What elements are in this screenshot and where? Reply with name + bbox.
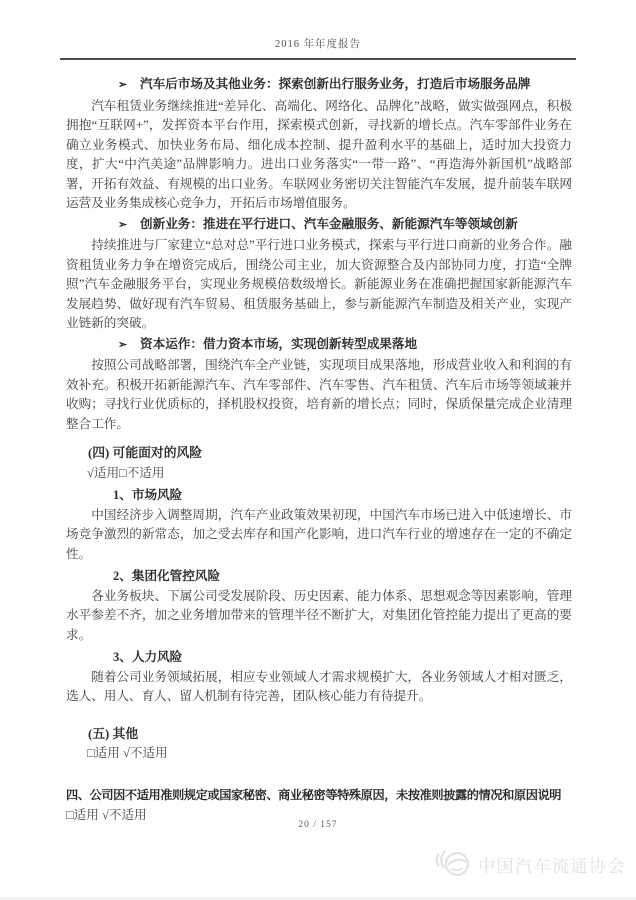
risk-body-market: 中国经济步入调整周期，汽车产业政策效果初现，中国汽车市场已进入中低速增长、市场竞争激烈的新常态，加之受去库存和国产化影响，进口汽车行业的增速存在一定的不确定性。 bbox=[66, 507, 572, 561]
page-number: 20 / 157 bbox=[298, 820, 338, 830]
paragraph-capital: 按照公司战略部署，围绕汽车全产业链，实现项目成果落地，形成营业收入和利润的有效补充。积极开拓新能源汽车、汽车零部件、汽车零售、汽车租赁、汽车后市场等领域兼并收购；寻找行业优质标的，择机股权投资，培育新的增长点；同时，保质保量完成企业清理整合工作。 bbox=[66, 358, 572, 431]
risk-title-market: 1、市场风险 bbox=[113, 488, 183, 502]
bullet-heading-text: 创新业务：推进在平行进口、汽车金融服务、新能源汽车等领域创新 bbox=[140, 216, 518, 231]
watermark-text: 中国汽车流通协会 bbox=[478, 856, 626, 876]
applicability-risks: √适用□不适用 bbox=[87, 465, 165, 480]
arrow-bullet-icon: ➢ bbox=[118, 218, 128, 231]
page-header bbox=[60, 36, 576, 60]
report-title: 2016 年年度报告 bbox=[274, 39, 362, 50]
arrow-bullet-icon: ➢ bbox=[118, 79, 128, 91]
applicability-nondisclosure: □适用 √不适用 bbox=[66, 808, 147, 822]
section-heading-risks: (四) 可能面对的风险 bbox=[88, 446, 203, 460]
bullet-heading-innovation bbox=[66, 215, 572, 236]
bullet-heading-text: 汽车后市场及其他业务：探索创新出行服务业务，打造后市场服务品牌 bbox=[140, 77, 531, 91]
section-heading-nondisclosure: 四、公司因不适用准则规定或国家秘密、商业秘密等特殊原因，未按准则披露的情况和原因说明 bbox=[66, 787, 562, 802]
arrow-bullet-icon: ➢ bbox=[118, 338, 128, 351]
risk-title-group-control: 2、集团化管控风险 bbox=[113, 569, 221, 583]
risk-title-hr: 3、人力风险 bbox=[113, 650, 183, 664]
bullet-heading-aftermarket bbox=[66, 75, 572, 96]
applicability-other: □适用 √不适用 bbox=[87, 746, 168, 760]
risk-body-group-control: 各业务板块、下属公司受发展阶段、历史因素、能力体系、思想观念等因素影响，管理水平参差不齐，加之业务增加带来的管理半径不断扩大，对集团化管控能力提出了更高的要求。 bbox=[66, 588, 572, 642]
bullet-heading-capital bbox=[66, 335, 572, 356]
paragraph-innovation: 持续推进与厂家建立“总对总”平行进口业务模式，探索与平行进口商新的业务合作。融资租赁业务力争在增资完成后，围绕公司主业，加大资源整合及内部协同力度，打造“全牌照”汽车金融服务平台，实现业务规模倍数级增长。新能源业务在准确把握国家新能源汽车发展趋势、做好现有汽车贸易、租赁服务基础上，参与新能源汽车制造及相关产业，实现产业链新的突破。 bbox=[66, 238, 572, 330]
page-content bbox=[66, 74, 572, 826]
bullet-heading-text: 资本运作：借力资本市场，实现创新转型成果落地 bbox=[140, 336, 418, 351]
section-heading-other: (五) 其他 bbox=[88, 726, 139, 741]
risk-body-hr: 随着公司业务领域拓展，相应专业领域人才需求规模扩大，各业务领域人才相对匮乏，选人、用人、育人、留人机制有待完善，团队核心能力有待提升。 bbox=[66, 669, 572, 703]
cada-logo-icon bbox=[433, 847, 471, 881]
watermark bbox=[433, 847, 626, 881]
paragraph-aftermarket: 汽车租赁业务继续推进“差异化、高端化、网络化、品牌化”战略，做实做强网点，积极拥抱“互联网+”，发挥资本平台作用，探索模式创新，寻找新的增长点。汽车零部件业务在确立业务模式、加快业务布局、细化成本控制、提升盈利水平的基础上，适时加大投资力度，扩大“中汽美途”品牌影响力。进出口业务落实“一带一路”、“再造海外新国机”战略部署，开拓有效益、有规模的出口业务。车联网业务密切关注智能汽车发展，提升前装车联网运营及业务集成核心竞争力，开拓后市场增值服务。 bbox=[66, 98, 572, 210]
